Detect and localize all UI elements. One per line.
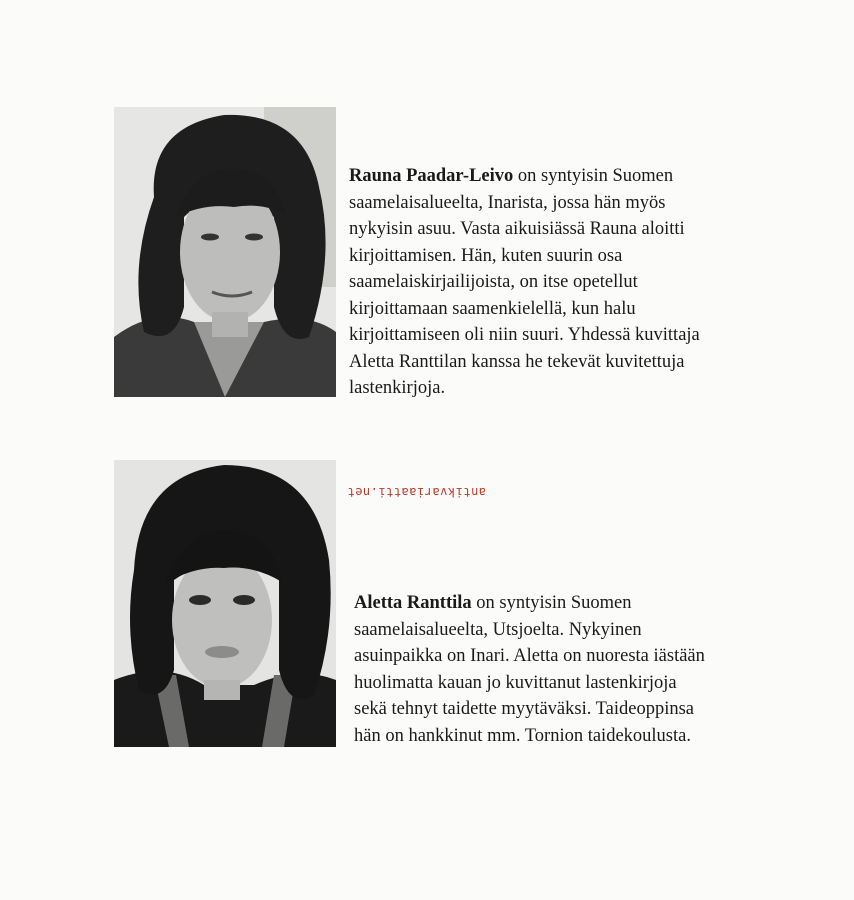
bio-aletta-ranttila bbox=[354, 590, 804, 749]
author-name: Aletta Ranttila bbox=[354, 593, 472, 613]
bio-line: nykyisin asuu. Vasta aikuisiässä Rauna aloitti bbox=[349, 219, 685, 239]
bio-line: hän on hankkinut mm. Tornion taidekoulusta. bbox=[354, 725, 691, 746]
bio-line: kirjoittamisen. Hän, kuten suurin osa bbox=[349, 245, 623, 266]
watermark-text: antikvariaatti.net bbox=[347, 485, 487, 499]
bio-rauna-paadar-leivo bbox=[349, 163, 799, 402]
bio-line: kirjoittamaan saamenkielellä, kun halu bbox=[349, 298, 636, 319]
bio-line: huolimatta kauan jo kuvittanut lastenkirjoja bbox=[354, 672, 677, 693]
bio-line: saamelaiskirjailijoista, on itse opetellut bbox=[349, 272, 638, 292]
author-name: Rauna Paadar-Leivo bbox=[349, 166, 514, 186]
bio-line: sekä tehnyt taidette myytäväksi. Taideoppinsa bbox=[354, 699, 695, 719]
bio-line: saamelaisalueelta, Inarista, jossa hän myös bbox=[349, 192, 666, 213]
bio-line: Aletta Ranttilan kanssa he tekevät kuvitettuja bbox=[349, 351, 685, 372]
bio-line: lastenkirjoja. bbox=[349, 378, 446, 398]
bio-line: saamelaisalueelta, Utsjoelta. Nykyinen bbox=[354, 619, 642, 640]
bio-line: Rauna Paadar-Leivo on syntyisin Suomen bbox=[349, 166, 674, 186]
bio-line: asuinpaikka on Inari. Aletta on nuoresta iästään bbox=[354, 646, 705, 666]
portrait-aletta-ranttila bbox=[114, 460, 336, 747]
portrait-rauna-paadar-leivo bbox=[114, 107, 336, 397]
bio-line: kirjoittamiseen oli niin suuri. Yhdessä kuvittaja bbox=[349, 325, 700, 345]
bio-line: Aletta Ranttila on syntyisin Suomen bbox=[354, 593, 632, 613]
